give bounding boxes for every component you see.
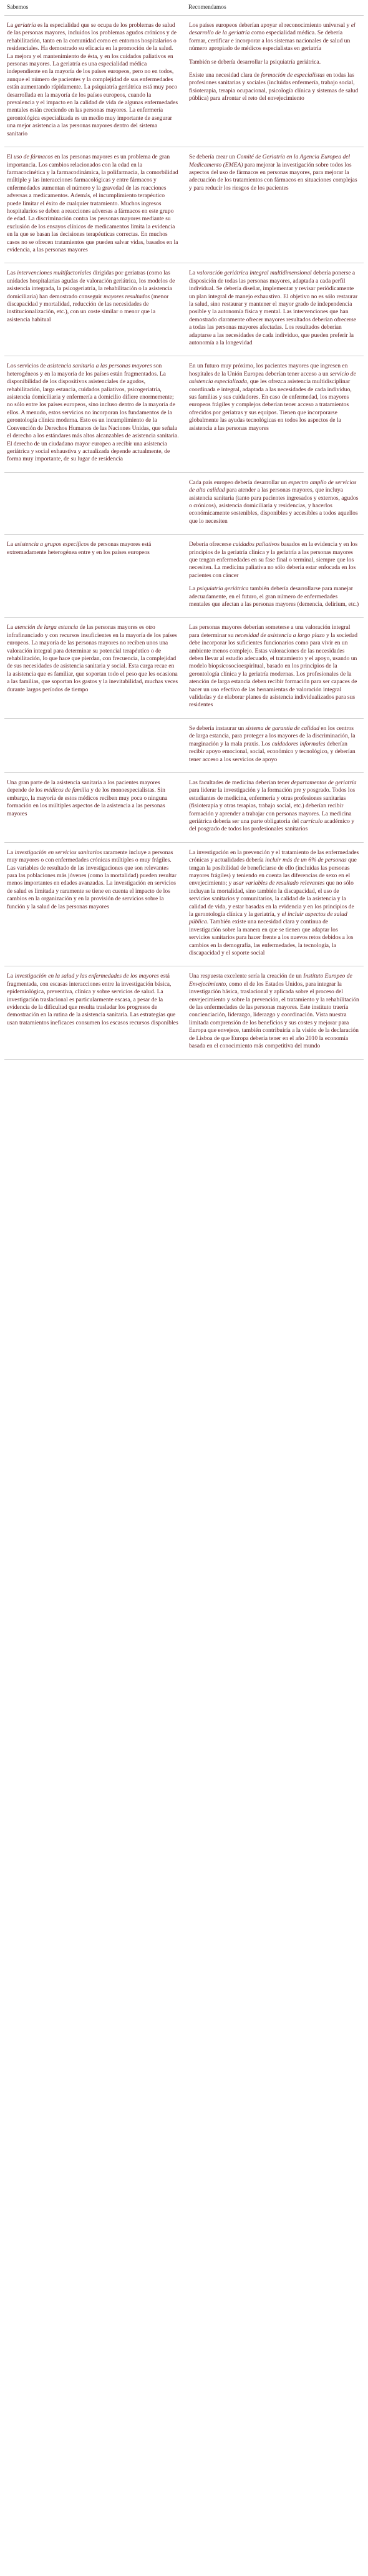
text-segment: es la especialidad que se ocupa de los problemas de salud de las personas mayores, incluidos los problemas agudos crónicos y de rehabilitación, tanto en la comunidad como en entornos hospitalarios o residenciales. Ha demostrado su eficacia en la promoción de la salud. La mejora y el mantenimiento de ésta, y en los cuidados paliativos en personas mayores. La geriatría es una especialidad médica independiente en la mayoría de los países europeos, pero no en todos, aunque el número de pacientes y la complejidad de sus enfermedades están aumentando rápidamente. La psiquiatría geriátrica está muy poco desarrollada en la mayoría de los países europeos, cuando la prevalencia y el impacto en la calidad de vida de algunas enfermedades mentales están creciendo en las personas mayores. La enfermería gerontológica especializada es un medio muy importante de asegurar una mejor asistencia a las personas mayores dentro del sistema sanitario xyxy=(7,22,178,137)
text-segment: . También existe una necesidad clara y continua de investigación sobre la manera en que se tienen que adaptar los servicios sanitarios para hacer frente a los nuevos retos debidos a los cambios en la demografía, las enfermedades, la tecnología, la discapacidad y el soporte social xyxy=(189,918,354,957)
recomendamos-cell xyxy=(185,541,364,608)
paragraph xyxy=(189,22,360,53)
recomendamos-cell xyxy=(185,479,364,525)
emphasized-text: Instituto Europeo de Envejecimiento xyxy=(189,973,352,988)
table-row xyxy=(4,535,364,618)
emphasized-text: médicos de familia xyxy=(44,787,89,794)
table-row xyxy=(4,773,364,843)
paragraph xyxy=(7,541,179,557)
text-segment: Los países europeos deberían apoyar el reconocimiento universal y xyxy=(189,22,351,29)
paragraph xyxy=(189,72,360,103)
text-segment: La xyxy=(7,848,15,856)
sabemos-cell xyxy=(4,779,185,834)
emphasized-text: el incluir aspectos de salud pública xyxy=(189,911,347,926)
paragraph xyxy=(7,22,179,138)
emphasized-text: valoración geriátrica integral multidimensional xyxy=(196,270,312,277)
emphasized-text: usar variables de resultado relevantes xyxy=(233,880,325,887)
sabemos-cell xyxy=(4,153,185,254)
text-segment: son heterogéneos y en la mayoría de los países están fragmentados. La disponibilidad de los dispositivos asistenciales de agudos, rehabilitación, larga estancia, cuidados paliativos, psicogeriatría, asistencia domiciliaria y enfermería a domicilio difiere enormemente; no sólo entre los países europeos, sino incluso dentro de la mayoría de ellos. A menudo, estos servicios no incorporan los fundamentos de la gerontología clínica moderna. Esto es un incumplimiento de la Convención de Derechos Humanos de las Naciones Unidas, que señala el derecho a los estándares más altos alcanzables de asistencia sanitaria. El derecho de un ciudadano mayor europeo a recibir una asistencia geriátrica y social exhaustiva y actualizada depende actualmente, de forma muy importante, de su lugar de residencia xyxy=(7,362,179,463)
emphasized-text: geriatría xyxy=(14,22,36,29)
recomendamos-cell xyxy=(185,973,364,1050)
text-segment: raramente incluye a personas muy mayores o con enfermedades crónicas múltiples o muy frágiles. Las variables de resultado de las investigaciones que son relevantes para las poblaciones más jóvenes (como la mortalidad) pueden resultar menos importantes en edades avanzadas. La investigación en servicios de salud es limitada y raramente se tiene en cuenta el impacto de los cambios en la organización y en la provisión de servicios sobre la función y la salud de las personas mayores xyxy=(7,848,177,910)
paragraph xyxy=(189,849,360,958)
emphasized-text: asistencia a grupos específicos xyxy=(14,541,89,548)
recommendations-table xyxy=(4,0,364,1060)
sabemos-cell xyxy=(4,479,185,525)
text-segment: La xyxy=(189,270,197,277)
text-segment: en todas las profesiones sanitarias y sociales (incluidas enfermería, trabajo social, fisioterapia, terapia ocupacional, psicología clínica y sistemas de salud pública) para afrontar el reto del envejecimiento xyxy=(189,72,359,102)
sabemos-cell xyxy=(4,22,185,138)
text-segment: Se debería instaurar un xyxy=(189,724,246,732)
text-segment: La xyxy=(7,624,15,631)
paragraph xyxy=(189,973,360,1050)
text-segment: está fragmentada, con escasas interacciones entre la investigación básica, epidemiológica, preventiva, clínica y sobre servicios de salud. La investigación traslacional es particularmente escasa, a pesar de la evidencia de la dificultad que resulta trasladar los progresos de demostración en la rutina de la asistencia sanitaria. Las estrategias que usan tratamientos ineficaces consumen los escasos recursos disponibles xyxy=(7,973,178,1026)
paragraph xyxy=(189,725,360,764)
text-segment: Se debería crear un xyxy=(189,153,237,161)
paragraph xyxy=(7,362,179,463)
emphasized-text: psiquiatría geriátrica xyxy=(196,585,249,593)
text-segment: El xyxy=(7,153,14,161)
paragraph xyxy=(7,973,179,1027)
emphasized-text: uso de fármacos xyxy=(13,153,53,161)
text-segment: y de los monoespecialistas. Sin embargo, la mayoría de estos médicos reciben muy poca o ninguna formación en los múltiples aspectos de la asistencia a las personas mayores xyxy=(7,787,168,817)
text-segment: académico y del posgrado de todos los profesionales sanitarios xyxy=(189,817,355,833)
recomendamos-cell xyxy=(185,22,364,138)
text-segment: deberían recibir apoyo emocional, social, económico y tecnológico, y deberían tener acceso a los servicios de apoyo xyxy=(189,740,356,763)
text-segment: de las personas mayores es otro infrafinanciado y con recursos insuficientes en la mayoría de los países europeos. La mayoría de las personas mayores no reciben unos una valoración integral para determinar su potencial terapéutico o de rehabilitación, lo que hace que pierdan, con frecuencia, la complejidad de sus necesidades de asistencia sanitaria y social. Esta carga recae en la asistencia que es familiar, que soportan todo el peso que les ocasiona a las familias, que soportan los gastos y la inevitabilidad, muchas veces durante largos períodos de tiempo xyxy=(7,624,178,693)
sabemos-cell xyxy=(4,541,185,608)
text-segment: para mejorar la investigación sobre todos los aspectos del uso de fármacos en personas mayores, para mejorar la adecuación de los tratamientos con fármacos en situaciones complejas y para reducir los riesgos de los pacientes xyxy=(189,161,357,192)
paragraph xyxy=(189,479,360,525)
table-row xyxy=(4,966,364,1059)
table-row xyxy=(4,263,364,356)
sabemos-cell xyxy=(4,973,185,1050)
recomendamos-cell xyxy=(185,362,364,463)
emphasized-text: cuidadores informales xyxy=(271,740,326,747)
text-segment: La xyxy=(7,541,15,548)
text-segment: Existe una necesidad clara de xyxy=(189,72,261,79)
emphasized-text: departamentos de geriatría xyxy=(291,779,357,786)
recomendamos-cell xyxy=(185,779,364,834)
recomendamos-cell xyxy=(185,725,364,764)
emphasized-text: necesidad de asistencia a largo plazo xyxy=(235,631,325,639)
emphasized-text: el desarrollo de la geriatría xyxy=(189,22,356,37)
text-segment: La xyxy=(7,22,15,29)
paragraph xyxy=(189,541,360,580)
paragraph xyxy=(189,779,360,834)
emphasized-text: Comité de Geriatría en la Agencia Europea del Medicamento (EMEA) xyxy=(189,153,351,168)
paragraph xyxy=(189,153,360,192)
table-row xyxy=(4,719,364,773)
text-segment: En un futuro muy próximo, los pacientes mayores que ingresen en hospitales de la Unión Europea deberían tener acceso a un xyxy=(189,362,348,377)
paragraph xyxy=(7,624,179,694)
text-segment: Los servicios de xyxy=(7,362,47,370)
text-segment: como especialidad médica. Se debería formar, certificar e incorporar a los sistemas nacionales de salud un número apropiado de médicos especialistas en geriatría xyxy=(189,29,351,52)
table-header xyxy=(4,1,364,16)
text-segment: dirigidas por geriatras (como las unidades hospitalarias agudas de valoración geriátrica, los modelos de asistencia integrada, la psicogeriatría, la rehabilitación o la asistencia domiciliaria) han demostrado conseguir xyxy=(7,270,175,300)
text-segment: Las personas mayores deberían someterse a una valoración integral para determinar su xyxy=(189,624,351,639)
paragraph xyxy=(7,779,179,818)
recomendamos-cell xyxy=(185,153,364,254)
header-recomendamos: Recomendamos xyxy=(188,4,226,11)
header-sabemos: Sabemos xyxy=(7,4,29,11)
recomendamos-cell xyxy=(185,849,364,958)
text-segment: Una respuesta excelente sería la creación de un xyxy=(189,973,304,980)
paragraph xyxy=(7,270,179,324)
paragraph xyxy=(7,849,179,911)
text-segment: La xyxy=(7,973,15,980)
text-segment: basados en la evidencia y en los principios de la geriatría clínica y la geriatría a las personas mayores que tengan enfermedades en su fase final o terminal, siempre que los necesiten. La medicina paliativa no sólo debería estar enfocada en los pacientes con cáncer xyxy=(189,541,358,579)
emphasized-text: asistencia sanitaria a las personas mayores xyxy=(47,362,152,370)
emphasized-text: currículo xyxy=(300,817,323,825)
text-segment: y la sociedad debe incorporar los suficientes funcionarios como para vivir en un ambiente menos complejo. Estas valoraciones de las necesidades deben llevar al estudio adecuado, el tratamiento y el apoyo, usando un modelo biopsicosocioespiritual, basado en los principios de la gerontología clínica y la geriatría modernas. Los profesionales de la atención de larga estancia deben recibir formación para ser capaces de hacer un uso efectivo de las herramientas de valoración integral validadas y de elaborar planes de asistencia individualizados para sus residentes xyxy=(189,631,358,709)
text-segment: Las facultades de medicina deberían tener xyxy=(189,779,291,786)
text-segment: debería ponerse a disposición de todas las personas mayores, adaptada a cada perfil individual. Se debería diseñar, implementar y revisar periódicamente un plan integral de manejo exhaustivo. El objetivo no es sólo restaurar la salud, sino restaurar y mantener el mayor grado de independencia posible y la autonomía física y mental. Las intervenciones que han demostrado claramente ofrecer mayores resultados deberían ofrecerse a todas las personas mayores afectadas. Los resultados deberían adaptarse a las necesidades de cada individuo, que pueden preferir la autonomía a la longevidad xyxy=(189,270,358,347)
text-segment: para atender a las personas mayores, que incluya asistencia sanitaria (tanto para pacientes ingresados y externos, agudos o crónicos), asistencia domiciliaria y residencias, y hacerlos económicamente sostenibles, disponibles y accesibles a todos aquellos que lo necesiten xyxy=(189,487,359,525)
sabemos-cell xyxy=(4,849,185,958)
text-segment: Una gran parte de la asistencia sanitaria a los pacientes mayores depende de los xyxy=(7,779,160,794)
paragraph xyxy=(7,153,179,254)
text-segment: , como el de los Estados Unidos, para integrar la investigación básica, traslacional y aplicada sobre el proceso del envejecimiento y sobre la prevención, el tratamiento y la rehabilitación de las enfermedades de las personas mayores. Este instituto traería concienciación, liderazgo, liderazgo y coordinación. Vista nuestra limitada comprensión de los beneficios y sus costes y mejorar para Europa que envejece, también contribuiría a la visión de la declaración de Lisboa de que Europa debería tener en el año 2010 la economía basada en el conocimiento más competitiva del mundo xyxy=(189,980,359,1050)
paragraph xyxy=(189,585,360,608)
text-segment: que no sólo incluyan la mortalidad, sino también la discapacidad, el uso de servicios sanitarios y comunitarios, la calidad de la asistencia y la calidad de vida, y estar basadas en la evidencia y en los principios de la gerontología clínica y la geriatría, y xyxy=(189,880,354,918)
emphasized-text: servicio de asistencia especializada xyxy=(189,370,356,386)
text-segment: que tengan la posibilidad de beneficiarse de ello (incluidas las personas mayores frágiles) y teniendo en cuenta las diferencias de sexo en el envejecimiento; y xyxy=(189,857,357,887)
recomendamos-cell xyxy=(185,270,364,347)
emphasized-text: mayores resultados xyxy=(104,293,150,300)
text-segment: Las xyxy=(7,270,17,277)
text-segment: también debería desarrollarse para manejar adecuadamente, en el futuro, el gran número de enfermedades mentales que afectan a las personas mayores (demencia, delirium, etc.) xyxy=(189,585,359,608)
text-segment: en los centros de larga estancia, para proteger a los mayores de la discriminación, la marginación y la mala praxis. Los xyxy=(189,724,356,747)
emphasized-text: investigación en la salud y las enfermedades de los mayores xyxy=(14,973,159,980)
emphasized-text: sistema de garantía de calidad xyxy=(245,724,319,732)
sabemos-cell xyxy=(4,624,185,709)
table-row xyxy=(4,618,364,718)
emphasized-text: formación de especialistas xyxy=(261,72,325,79)
paragraph xyxy=(189,624,360,709)
emphasized-text: intervenciones multifactoriales xyxy=(17,270,92,277)
text-segment: de personas mayores está extremadamente heterogénea entre y en los países europeos xyxy=(7,541,152,556)
paragraph xyxy=(189,362,360,432)
emphasized-text: atención de larga estancia xyxy=(14,624,79,631)
table-row xyxy=(4,147,364,263)
table-row xyxy=(4,473,364,535)
emphasized-text: espectro amplio de servicios de alta calidad xyxy=(189,479,357,494)
paragraph xyxy=(189,59,360,66)
emphasized-text: investigación en servicios sanitarios xyxy=(14,848,102,856)
emphasized-text: cuidados paliativos xyxy=(233,541,280,548)
sabemos-cell xyxy=(4,270,185,347)
table-row xyxy=(4,843,364,967)
text-segment: (menor discapacidad y mortalidad, reducción de las necesidades de institucionalización, etc.), con un coste similar o menor que la asistencia habitual xyxy=(7,293,169,323)
text-segment: La xyxy=(189,585,197,593)
text-segment: Cada país europeo debería desarrollar un xyxy=(189,479,289,486)
table-row xyxy=(4,356,364,472)
emphasized-text: incluir más de un 6% de personas xyxy=(265,857,347,864)
text-segment: para liderar la investigación y la formación pre y posgrado. Todos los estudiantes de medicina, enfermería y otras profesiones sanitarias (fisioterapia y otras terapias, trabajo social, etc.) deberían recibir formación y aprender a trabajar con personas mayores. La medicina geriátrica debería ser una parte obligatoria del xyxy=(189,787,356,825)
paragraph xyxy=(189,270,360,347)
recomendamos-cell xyxy=(185,624,364,709)
text-segment: , que les ofrezca asistencia multidisciplinar coordinada e integral, adaptada a las necesidades de cada individuo, sus familias y sus cuidadores. En caso de enfermedad, los mayores europeos frágiles y complejos deberían tener acceso a tratamientos ofrecidos por geriatras y sus equipos. Tienen que incorporarse globalmente las ayudas tecnológicas en todos los aspectos de la asistencia a las personas mayores xyxy=(189,378,352,432)
sabemos-cell xyxy=(4,362,185,463)
table-body xyxy=(4,16,364,1060)
text-segment: en las personas mayores es un problema de gran importancia. Los cambios relacionados con la edad en la farmacocinética y la farmacodinámica, la polifarmacia, la comorbilidad múltiple y las interacciones farmacológicas y entre fármacos y enfermedades aumentan el número y la gravedad de las reacciones adversas a medicamentos. Además, el incumplimiento terapéutico puede limitar el éxito de cualquier tratamiento. Muchos ingresos hospitalarios se deben a reacciones adversas a fármacos en este grupo de edad. La discriminación contra las personas mayores mediante su exclusión de los ensayos clínicos de medicamentos limita la evidencia en la que se basan las decisiones terapéuticas correctas. En muchos casos no se ofrecen tratamientos que pueden salvar vidas, basados en la evidencia, a las personas mayores xyxy=(7,153,178,253)
sabemos-cell xyxy=(4,725,185,764)
text-segment: También se debería desarrollar la psiquiatría geriátrica. xyxy=(189,58,321,66)
text-segment: Debería ofrecerse xyxy=(189,541,233,548)
text-segment: La investigación en la prevención y el tratamiento de las enfermedades crónicas y actualidades debería xyxy=(189,848,359,864)
table-row xyxy=(4,16,364,147)
